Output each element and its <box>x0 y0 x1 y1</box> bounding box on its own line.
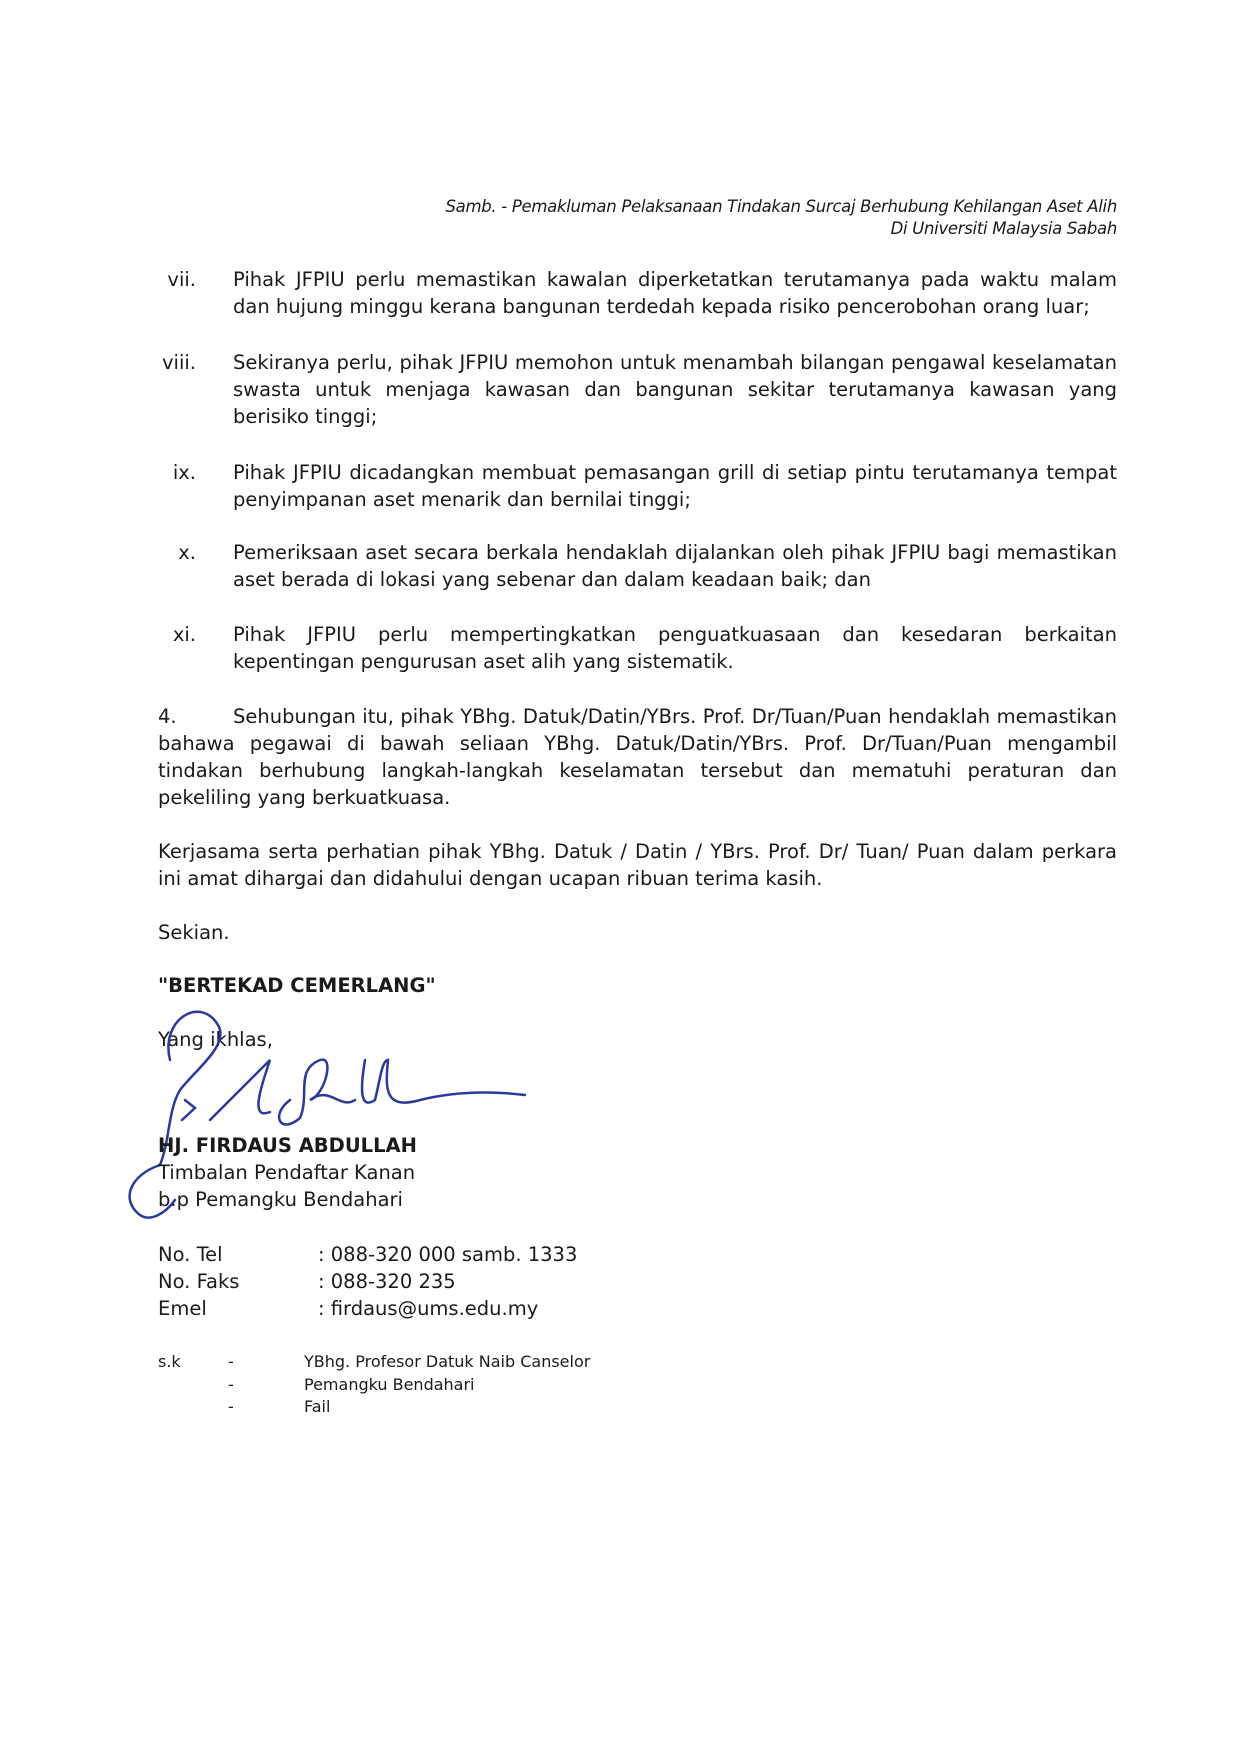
item-number: ix. <box>172 461 196 484</box>
list-item <box>158 266 1117 320</box>
item-number: vii. <box>167 268 196 291</box>
copy-to-row <box>158 1351 590 1374</box>
signatory-on-behalf: b.p Pemangku Bendahari <box>158 1188 403 1211</box>
list-item <box>158 621 1117 675</box>
item-text: Pihak JFPIU perlu memastikan kawalan diperketatkan terutamanya pada waktu malam dan hujung minggu kerana bangunan terdedah kepada risiko pencerobohan orang luar; <box>233 268 1117 318</box>
list-item <box>158 349 1117 430</box>
contact-details <box>158 1241 577 1322</box>
list-item <box>158 459 1117 513</box>
dash: - <box>228 1374 234 1394</box>
contact-label: Emel <box>158 1297 207 1320</box>
header-line-1: Samb. - Pemakluman Pelaksanaan Tindakan Surcaj Berhubung Kehilangan Aset Alih <box>445 197 1117 216</box>
contact-value: : firdaus@ums.edu.my <box>318 1297 539 1320</box>
contact-value: : 088-320 000 samb. 1333 <box>318 1243 578 1266</box>
motto: "BERTEKAD CEMERLANG" <box>158 974 436 997</box>
continuation-header <box>445 196 1117 240</box>
paragraph-text: Sehubungan itu, pihak YBhg. Datuk/Datin/YBrs. Prof. Dr/Tuan/Puan hendaklah memastikan bahawa pegawai di bawah seliaan YBhg. Datuk/Datin/YBrs. Prof. Dr/Tuan/Puan mengambil tindakan berhubung langkah-langkah keselamatan tersebut dan mematuhi peraturan dan pekeliling yang berkuatkuasa. <box>158 705 1117 809</box>
recipient: Fail <box>304 1397 331 1416</box>
item-text: Sekiranya perlu, pihak JFPIU memohon untuk menambah bilangan pengawal keselamatan swasta untuk menjaga kawasan dan bangunan sekitar terutamanya kawasan yang berisiko tinggi; <box>233 351 1117 428</box>
item-text: Pihak JFPIU perlu mempertingkatkan penguatkuasaan dan kesedaran berkaitan kepentingan pengurusan aset alih yang sistematik. <box>233 623 1117 673</box>
paragraph-4 <box>158 703 1117 811</box>
contact-label: No. Faks <box>158 1270 240 1293</box>
signatory-title: Timbalan Pendaftar Kanan <box>158 1161 416 1184</box>
copy-to-row <box>158 1374 590 1397</box>
item-number: viii. <box>162 351 196 374</box>
list-item <box>158 539 1117 593</box>
copy-to-list <box>158 1351 590 1419</box>
contact-row <box>158 1241 577 1268</box>
contact-row <box>158 1268 577 1295</box>
contact-row <box>158 1295 577 1322</box>
sk-label: s.k <box>158 1352 181 1371</box>
sekian: Sekian. <box>158 921 230 944</box>
item-number: xi. <box>172 623 196 646</box>
recipient: YBhg. Profesor Datuk Naib Canselor <box>304 1352 591 1371</box>
item-text: Pemeriksaan aset secara berkala hendaklah dijalankan oleh pihak JFPIU bagi memastikan aset berada di lokasi yang sebenar dan dalam keadaan baik; dan <box>233 541 1117 591</box>
signatory-block <box>158 1132 1117 1213</box>
copy-to-row <box>158 1396 590 1419</box>
signatory-name: HJ. FIRDAUS ABDULLAH <box>158 1134 417 1157</box>
header-line-2: Di Universiti Malaysia Sabah <box>890 219 1117 238</box>
contact-label: No. Tel <box>158 1243 223 1266</box>
yang-ikhlas: Yang ikhlas, <box>158 1028 273 1051</box>
item-text: Pihak JFPIU dicadangkan membuat pemasangan grill di setiap pintu terutamanya tempat penyimpanan aset menarik dan bernilai tinggi; <box>233 461 1117 511</box>
closing-paragraph: Kerjasama serta perhatian pihak YBhg. Datuk / Datin / YBrs. Prof. Dr/ Tuan/ Puan dalam perkara ini amat dihargai dan didahului dengan ucapan ribuan terima kasih. <box>158 840 1117 890</box>
dash: - <box>228 1397 234 1416</box>
dash: - <box>228 1352 234 1371</box>
recipient: Pemangku Bendahari <box>304 1374 475 1394</box>
contact-value: : 088-320 235 <box>318 1270 456 1293</box>
paragraph-number: 4. <box>158 705 177 728</box>
item-number: x. <box>178 541 196 564</box>
